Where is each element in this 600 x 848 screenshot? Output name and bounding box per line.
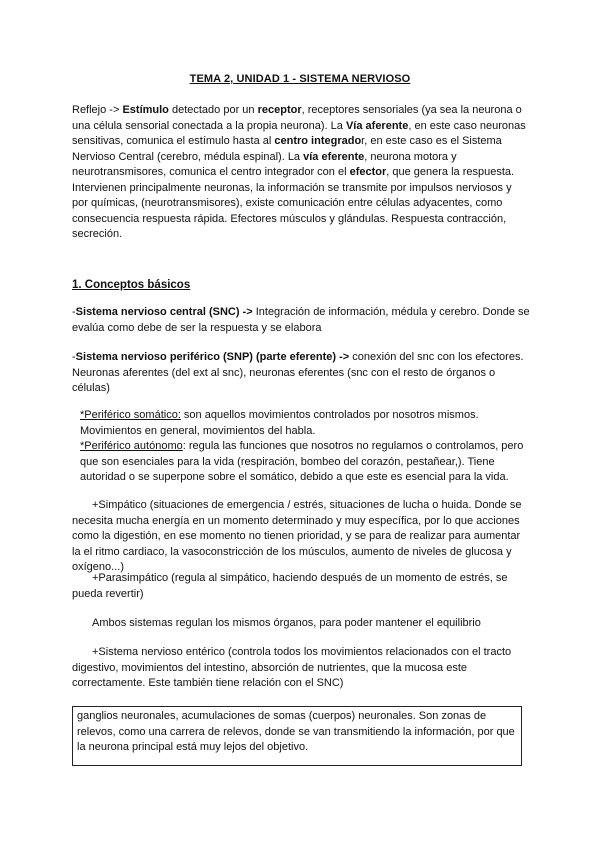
enterico-text: +Sistema nervioso entérico (controla todos los movimientos relacionados con el tracto digestivo, movimientos del intestino, absorción de nutrientes, que la mucosa este correctamente. Este también tiene relación con el SNC) (72, 646, 512, 689)
intro-paragraph (72, 103, 530, 243)
snc-prefix: - (72, 306, 76, 318)
parasimpatico-paragraph (72, 571, 530, 602)
enterico-paragraph (72, 645, 530, 692)
autonomo-text: : regula las funciones que nosotros no regulamos o controlamos, pero que son esenciales para la vida (respiración, bombeo del corazón, pestañear,). Tiene autoridad o se superpone sobre el somático, debido a que este es esencial para la vida. (80, 440, 524, 483)
simpatico-paragraph (72, 498, 530, 576)
snc-text: Integración de información, médula y cerebro. Donde se evalúa como debe de ser la respuesta y se elabora (72, 306, 530, 334)
term-centro-integrador: centro integrado (274, 135, 362, 147)
term-efector: efector (349, 166, 387, 178)
snc-term: Sistema nervioso central (SNC) -> (75, 306, 253, 318)
intro-text-5: r, en este caso es el Sistema Nervioso Central (cerebro, médula espinal). La (72, 135, 502, 163)
intro-text-3: , receptores sensoriales (ya sea la neurona o una célula sensorial conectada a la propia neurona). La (72, 104, 522, 132)
intro-text-6: , neurona motora y neurotransmisores, comunica el centro integrador con el (72, 150, 457, 178)
snp-paragraph (72, 350, 530, 397)
section-heading: 1. Conceptos básicos (72, 279, 191, 291)
term-receptor: receptor (257, 104, 302, 116)
ganglios-note-box (72, 706, 522, 766)
parasimpatico-text: +Parasimpático (regula al simpático, haciendo después de un momento de estrés, se pueda revertir) (72, 572, 508, 600)
somatico-text: son aquellos movimientos controlados por nosotros mismos. Movimientos en general, movimientos del habla. (80, 409, 479, 437)
autonomo-paragraph (80, 439, 532, 486)
term-via-aferente: Vía aferente (345, 119, 409, 132)
snp-text: conexión del snc con los efectores. Neuronas aferentes (del ext al snc), neuronas eferentes (snc con el resto de órganos o células) (72, 351, 524, 394)
somatico-paragraph (80, 408, 532, 439)
term-via-eferente: vía eferente (303, 150, 365, 163)
snc-paragraph (72, 305, 530, 336)
snp-term: Sistema nervioso periférico (SNP) (parte eferente) -> (75, 351, 350, 363)
somatico-label: *Periférico somático: (80, 409, 181, 421)
simpatico-text: +Simpático (situaciones de emergencia / estrés, situaciones de lucha o huida. Donde se necesita mucha energía en un momento determinado y muy específica, por lo que acciones como la digestión, en ese momento no tienen prioridad, y se para de realizar para aumentar la el ritmo cardiaco, la vasoconstricción de los músculos, aumento de niveles de glucosa y oxígeno...) (72, 499, 522, 573)
ambos-paragraph: Ambos sistemas regulan los mismos órganos, para poder mantener el equilibrio (92, 617, 481, 629)
intro-text-7: , que genera la respuesta. Intervienen principalmente neuronas, la información se transmite por impulsos nerviosos y por químicas, (neurotransmisores), existe comunicación entre células adyacentes, como consecuencia respuesta rápida. Efectores músculos y glándulas. Respuesta contracción, secreción. (72, 166, 515, 240)
autonomo-label: *Periférico autónomo (80, 440, 183, 452)
document-title: TEMA 2, UNIDAD 1 - SISTEMA NERVIOSO (189, 73, 411, 85)
intro-text-1: Reflejo -> (72, 104, 123, 116)
term-estimulo: Estímulo (122, 104, 169, 116)
intro-text-4: , en este caso neuronas sensitivas, comunica el estímulo hasta al (72, 119, 526, 147)
snp-prefix: - (72, 351, 76, 363)
intro-text-2: detectado por un (168, 104, 258, 116)
ganglios-note-text: ganglios neuronales, acumulaciones de somas (cuerpos) neuronales. Son zonas de relevos, como una carrera de relevos, donde se van transmitiendo la información, por que la neurona principal está muy lejos del objetivo. (77, 710, 515, 753)
